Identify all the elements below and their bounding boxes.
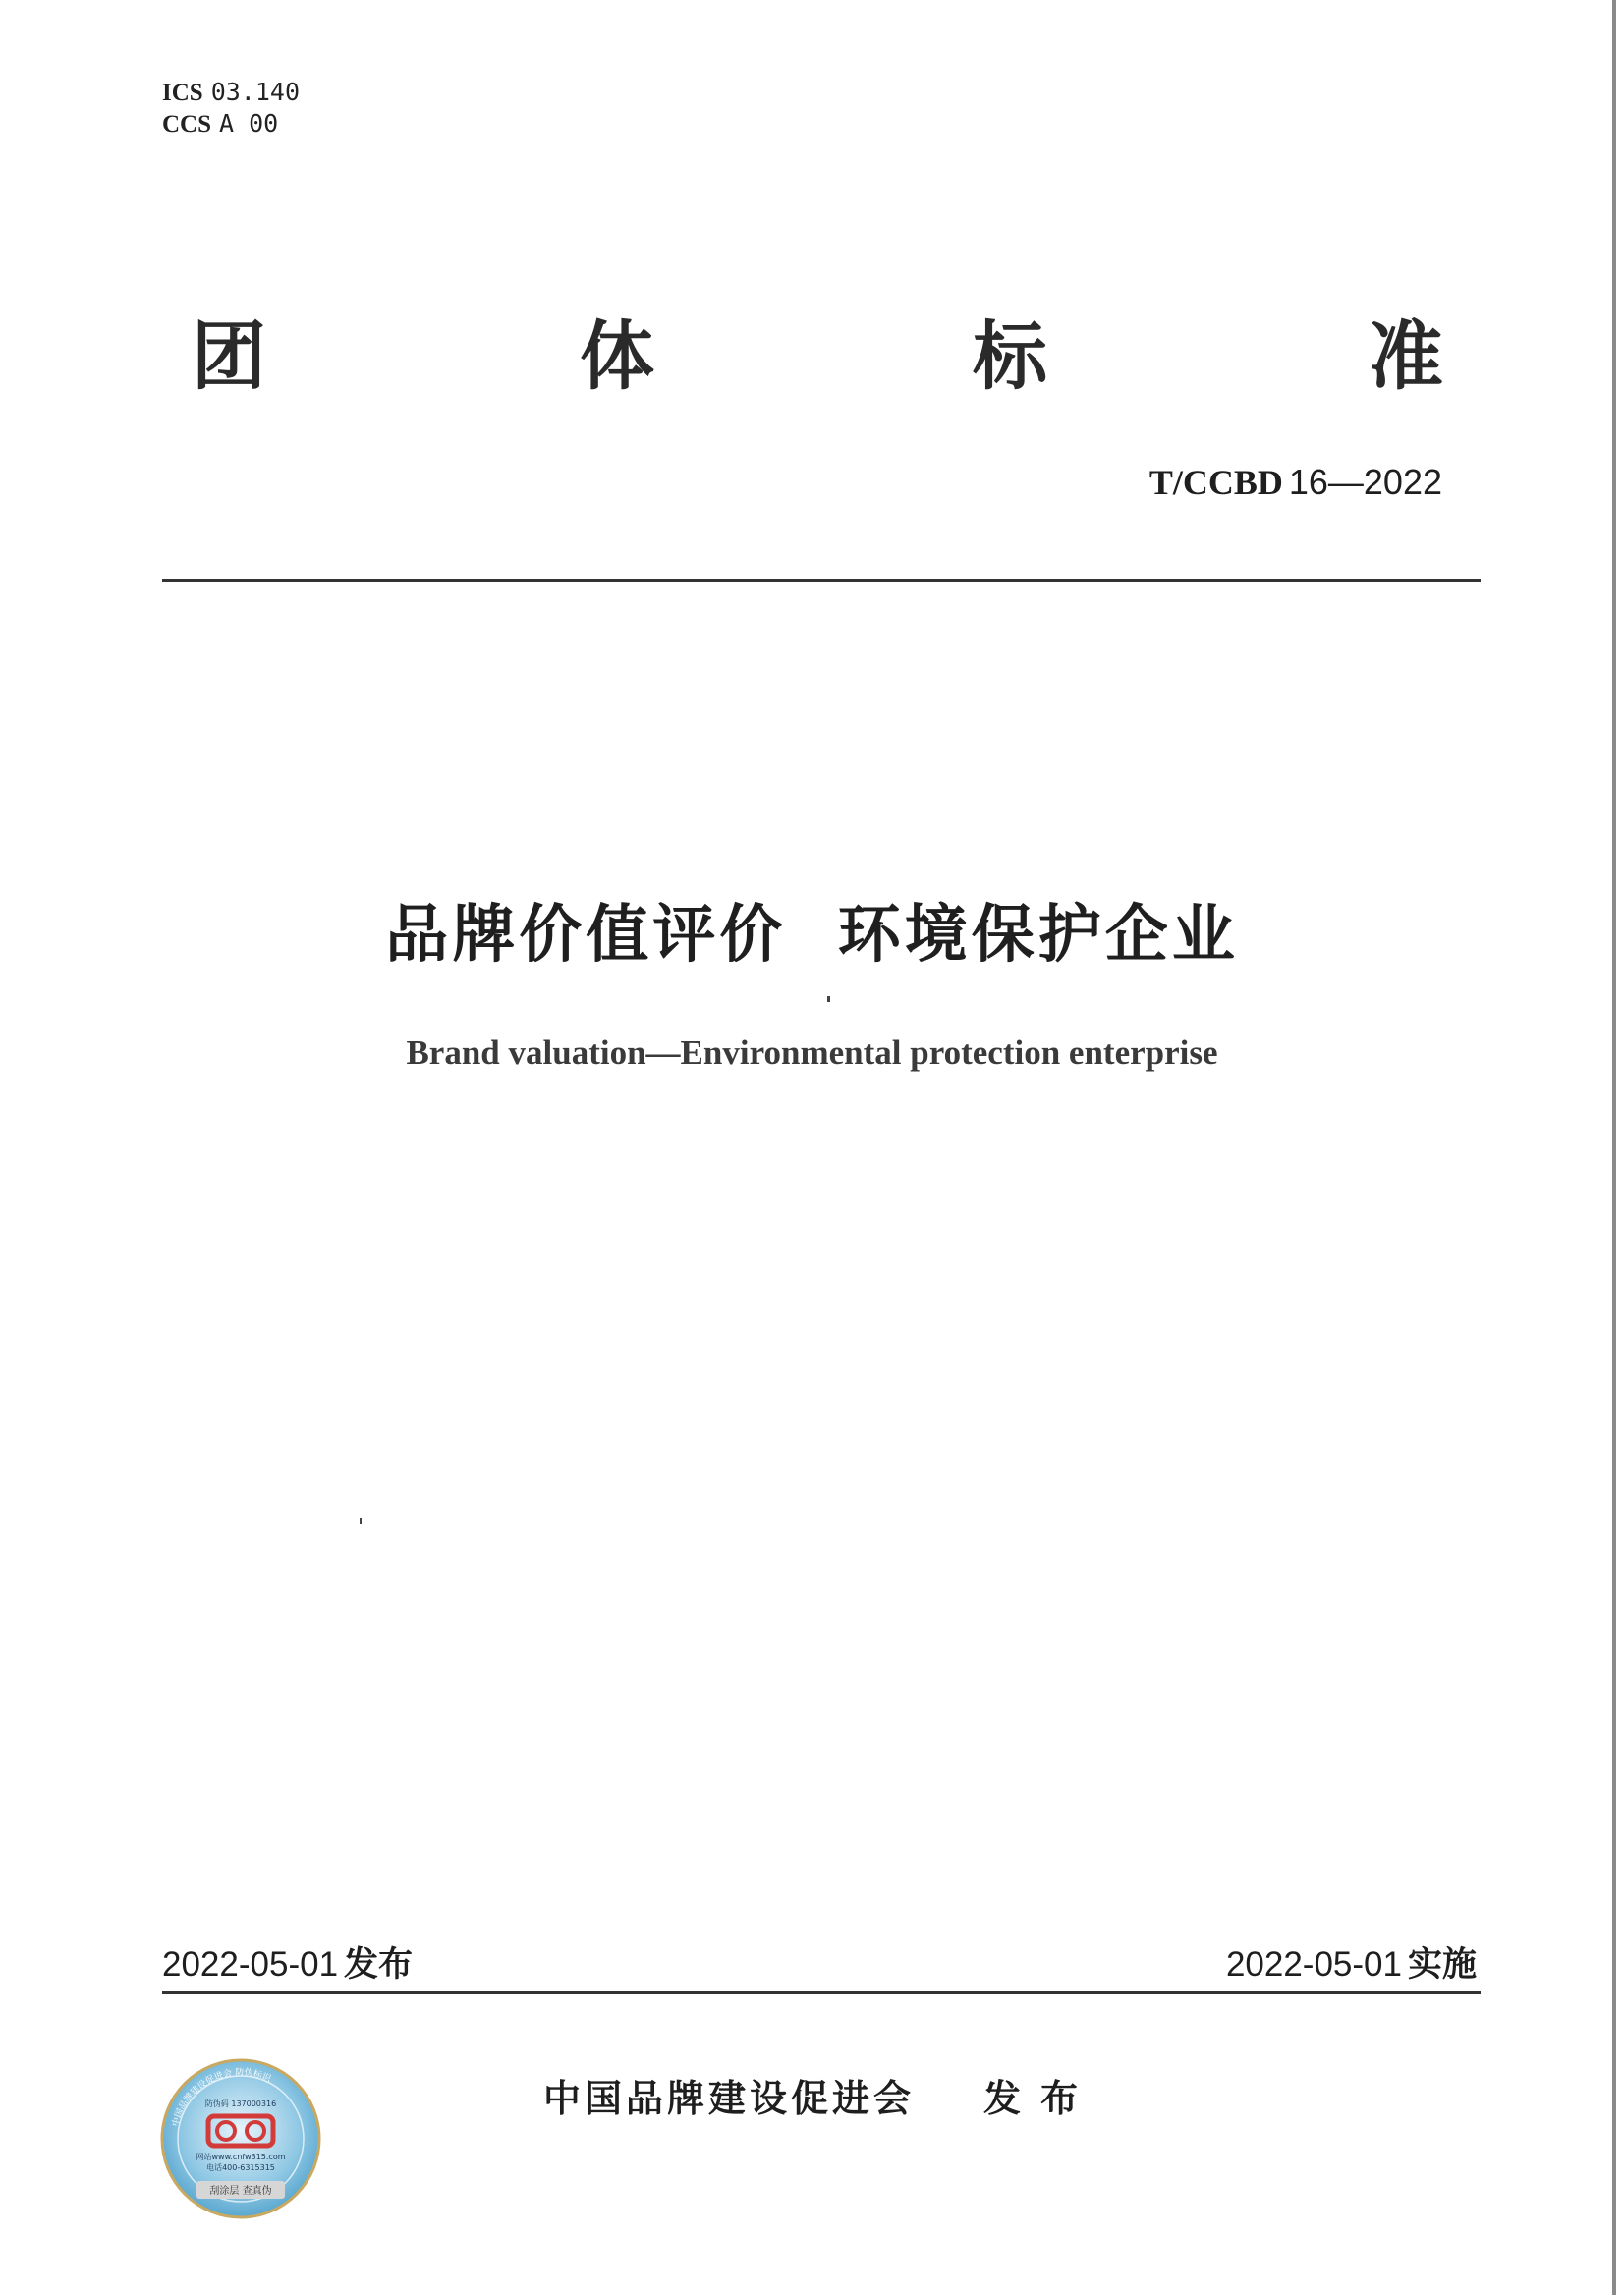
ccs-row — [162, 108, 300, 140]
implement-date-label: 实施 — [1407, 1945, 1477, 1985]
classification-block — [162, 77, 300, 140]
publish-date — [162, 1937, 413, 1987]
scan-speck — [827, 996, 830, 1002]
title-zh: 品牌价值评价 环境保护企业 — [385, 899, 1239, 972]
seal-scratch-text: 刮涂层 查真伪 — [209, 2186, 272, 2197]
seal-web-text: 网站www.cnfw315.com — [196, 2153, 286, 2161]
bottom-divider — [162, 1991, 1481, 1994]
issuer-name: 中国品牌建设促进会 — [543, 2077, 916, 2120]
issuer-line — [543, 2068, 1097, 2122]
publish-date-value: 2022-05-01 — [162, 1945, 339, 1984]
ics-value: 03.140 — [210, 78, 300, 106]
standard-year: 16—2022 — [1288, 462, 1442, 502]
scan-speck — [360, 1518, 362, 1524]
standard-type-char-1: 团 — [192, 312, 266, 400]
ics-label: ICS — [162, 80, 203, 106]
top-divider — [162, 579, 1481, 582]
standard-number — [1149, 462, 1442, 503]
anti-counterfeit-seal-icon — [157, 2055, 324, 2222]
implement-date — [1226, 1937, 1477, 1987]
standard-type-char-3: 标 — [973, 312, 1047, 400]
implement-date-value: 2022-05-01 — [1225, 1945, 1402, 1984]
seal-phone-text: 电话400-6315315 — [206, 2163, 275, 2172]
ics-row — [162, 77, 300, 108]
issuer-action: 发布 — [983, 2077, 1098, 2120]
seal-arc-text: 中国品牌建设促进会 防伪标识 — [171, 2067, 273, 2128]
standard-code: T/CCBD — [1148, 463, 1283, 502]
scan-edge-line — [1612, 0, 1616, 2295]
ccs-label: CCS — [162, 111, 212, 138]
standard-type-char-4: 准 — [1369, 312, 1443, 400]
title-en: Brand valuation—Environmental protection enterprise — [406, 1034, 1218, 1072]
publish-date-label: 发布 — [344, 1945, 414, 1985]
seal-code-text: 防伪码 137000316 — [204, 2099, 277, 2108]
ccs-value: A 00 — [219, 109, 279, 138]
standard-type-char-2: 体 — [580, 312, 654, 400]
